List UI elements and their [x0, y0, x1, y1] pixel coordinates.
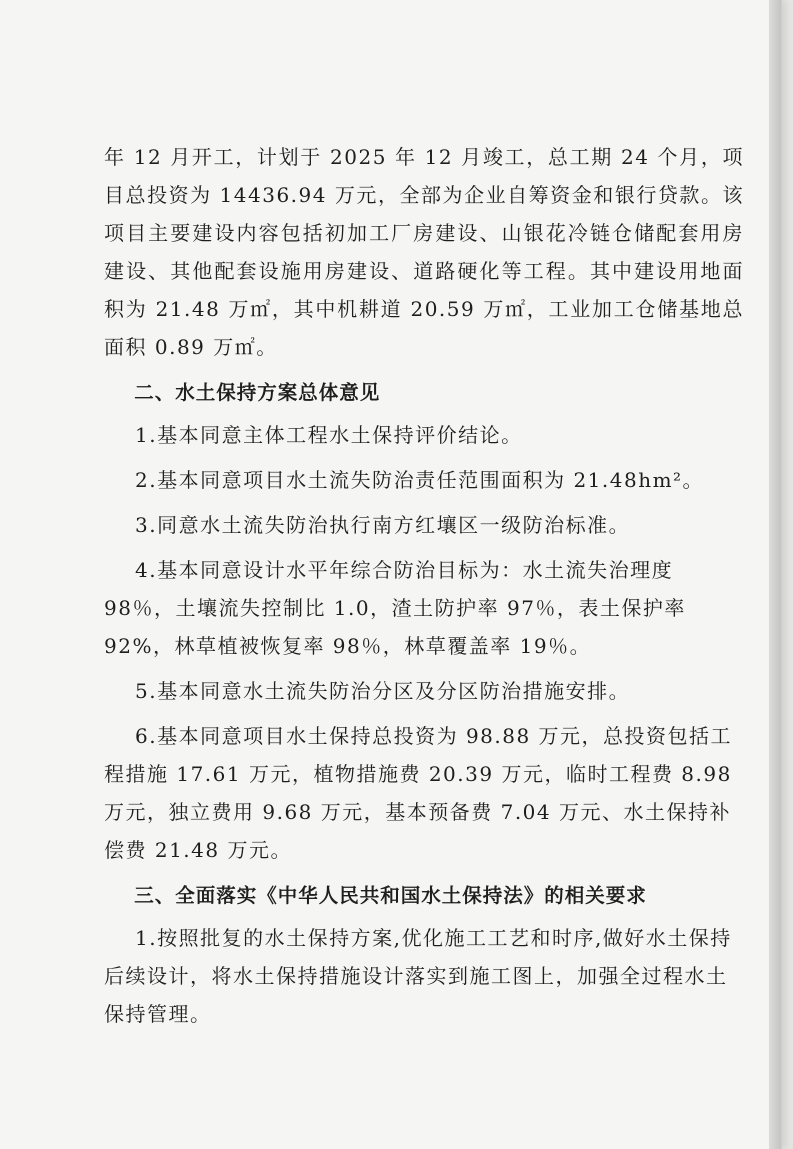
section-2-item-2: 2.基本同意项目水土流失防治责任范围面积为 21.48hm²。: [135, 468, 705, 492]
section-2-item-6: 6.基本同意项目水土保持总投资为 98.88 万元，总投资包括工程措施 17.61 万元，植物措施费 20.39 万元，临时工程费 8.98 万元，独立费用 9.68 万元，基本预备费 7.04 万元、水土保持补偿费 21.48 万元。: [104, 724, 733, 862]
document-body: [104, 138, 744, 1033]
section-2-item-3: 3.同意水土流失防治执行南方红壤区一级防治标准。: [135, 513, 631, 537]
section-3-heading: 三、全面落实《中华人民共和国水土保持法》的相关要求: [134, 884, 647, 907]
section-3-item-1: 1.按照批复的水土保持方案,优化施工工艺和时序,做好水土保持后续设计，将水土保持措施设计落实到施工图上，加强全过程水土保持管理。: [104, 926, 732, 1026]
section-2-item-1: 1.基本同意主体工程水土保持评价结论。: [135, 423, 523, 447]
intro-paragraph: 年 12 月开工，计划于 2025 年 12 月竣工，总工期 24 个月，项目总投资为 14436.94 万元，全部为企业自筹资金和银行贷款。该项目主要建设内容包括初加工厂房建设、山银花冷链仓储配套用房建设、其他配套设施用房建设、道路硬化等工程。其中建设用地面积为 21.48 万㎡，其中机耕道 20.59 万㎡，工业加工仓储基地总面积 0.89 万㎡。: [104, 145, 744, 359]
section-2-item-4: 4.基本同意设计水平年综合防治目标为：水土流失治理度 98％，土壤流失控制比 1.0，渣土防护率 97％，表土保护率 92%，林草植被恢复率 98％，林草覆盖率 19％。: [104, 558, 686, 658]
page-edge-shadow: [769, 0, 781, 1149]
section-2-item-5: 5.基本同意水土流失防治分区及分区防治措施安排。: [135, 679, 631, 703]
section-2-heading: 二、水土保持方案总体意见: [134, 381, 381, 404]
